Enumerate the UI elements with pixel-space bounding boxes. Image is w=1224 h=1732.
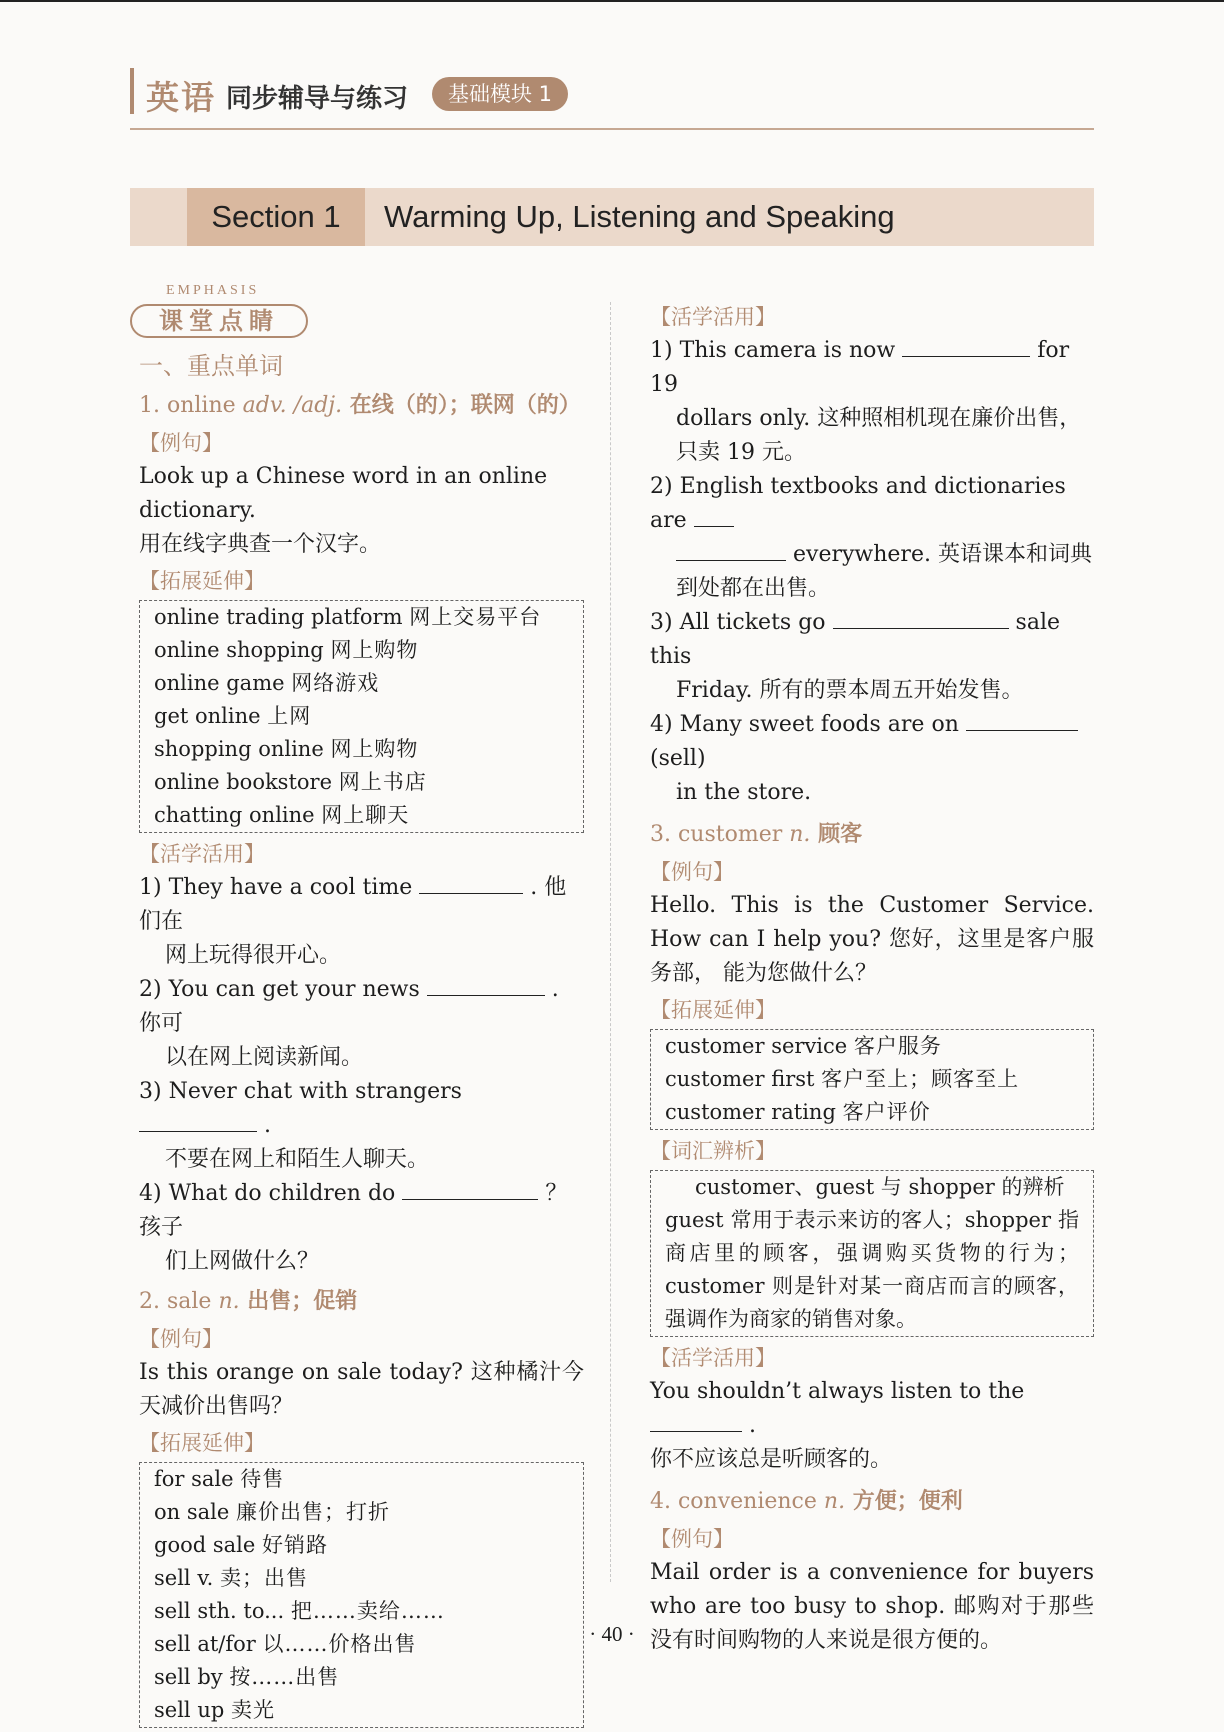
list-item: online shopping 网上购物 [154, 638, 419, 662]
tag-example: 【例句】 [650, 860, 734, 884]
word-meaning: 在线（的）；联网（的） [342, 392, 581, 418]
list-item: customer rating 客户评价 [665, 1100, 931, 1124]
list-item: on sale 廉价出售；打折 [154, 1500, 390, 1524]
example-text: Is this orange on sale today? 这种橘汁今天减价出售吗？ [139, 1360, 584, 1419]
top-border [0, 0, 1224, 2]
example-en: Look up a Chinese word in an online dictionary. [139, 464, 548, 523]
answer-blank[interactable] [902, 336, 1030, 357]
exercise-item: 1) They have a cool time . 他们在 网上玩得很开心。 [139, 875, 567, 968]
word-online [139, 387, 584, 424]
list-item: sell by 按……出售 [154, 1665, 340, 1689]
answer-blank[interactable] [402, 1179, 538, 1200]
page-header [130, 68, 1094, 130]
word-pos: n. [211, 1289, 240, 1314]
exercise-item: You shouldn’t always listen to the . 你不应该总是听顾客的。 [650, 1379, 1025, 1472]
vocab-note-box [650, 1170, 1094, 1337]
exercise-item: 3) Never chat with strangers . 不要在网上和陌生人聊天。 [139, 1079, 462, 1172]
section-number: Section 1 [187, 188, 365, 246]
header-subject: 英语 [146, 78, 216, 117]
answer-blank[interactable] [694, 506, 734, 527]
answer-blank[interactable] [139, 1111, 257, 1132]
list-item: shopping online 网上购物 [154, 737, 419, 761]
word-headword: 1. online [139, 393, 236, 418]
header-series: 同步辅导与练习 [226, 84, 409, 114]
word-pos: n. [782, 822, 811, 847]
answer-blank[interactable] [833, 608, 1009, 629]
answer-blank[interactable] [966, 710, 1078, 731]
note-body: guest 常用于表示来访的客人；shopper 指商店里的顾客，强调购买货物的行为；customer 则是针对某一商店而言的顾客，强调作为商家的销售对象。 [665, 1208, 1079, 1331]
list-item: online trading platform 网上交易平台 [154, 605, 542, 629]
answer-blank[interactable] [427, 975, 545, 996]
list-item: online game 网络游戏 [154, 671, 380, 695]
example-cn: 用在线字典查一个汉字。 [139, 532, 382, 557]
section-banner [130, 188, 1094, 246]
exercise-item: 4) Many sweet foods are on (sell) in the store. [650, 708, 1094, 810]
page-number: · 40 · [589, 1622, 635, 1646]
tag-note: 【词汇辨析】 [650, 1139, 776, 1163]
word-sale [139, 1283, 584, 1320]
list-item: get online 上网 [154, 704, 312, 728]
column-divider [610, 302, 611, 1582]
word-headword: 2. sale [139, 1289, 212, 1314]
right-column [650, 298, 1094, 1658]
exercise-item: 2) You can get your news . 你可 以在网上阅读新闻。 [139, 977, 559, 1070]
header-rule [130, 128, 1094, 130]
list-item: sell up 卖光 [154, 1698, 275, 1722]
list-item: sell at/for 以……价格出售 [154, 1632, 417, 1656]
list-item: for sale 待售 [154, 1467, 285, 1491]
answer-blank[interactable] [650, 1411, 742, 1432]
exercise-item: 1) This camera is now for 19 dollars only. 这种照相机现在廉价出售， 只卖 19 元。 [650, 338, 1082, 465]
header-accent-bar [130, 68, 134, 114]
extend-box-sale [139, 1462, 584, 1728]
list-item: sell sth. to... 把……卖给…… [154, 1599, 445, 1623]
note-title: customer、guest 与 shopper 的辨析 [695, 1175, 1065, 1199]
category-heading: 一、重点单词 [139, 352, 283, 380]
list-item: online bookstore 网上书店 [154, 770, 427, 794]
section-title: Warming Up, Listening and Speaking [384, 199, 895, 234]
word-convenience [650, 1483, 1094, 1520]
list-item: chatting online 网上聊天 [154, 803, 410, 827]
tag-example: 【例句】 [139, 431, 223, 455]
word-headword: 4. convenience [650, 1489, 817, 1514]
exercise-item: 3) All tickets go sale this Friday. 所有的票本周五开始发售。 [650, 610, 1060, 703]
word-meaning: 出售；促销 [239, 1288, 358, 1314]
emphasis-pill: 课堂点睛 [130, 304, 308, 338]
tag-extend: 【拓展延伸】 [650, 998, 776, 1022]
word-meaning: 顾客 [810, 821, 863, 847]
tag-practice: 【活学活用】 [650, 305, 776, 329]
list-item: customer first 客户至上；顾客至上 [665, 1067, 1020, 1091]
tag-example: 【例句】 [650, 1527, 734, 1551]
answer-blank[interactable] [676, 540, 786, 561]
word-customer [650, 816, 1094, 853]
example-text: Hello. This is the Customer Service. How can I help you? 您好，这里是客户服务部， 能为您做什么？ [650, 893, 1094, 986]
list-item: customer service 客户服务 [665, 1034, 942, 1058]
extend-box-customer [650, 1029, 1094, 1130]
word-meaning: 方便；便利 [845, 1488, 963, 1514]
left-column [139, 346, 584, 1732]
header-module-badge: 基础模块 1 [432, 77, 568, 111]
list-item: good sale 好销路 [154, 1533, 328, 1557]
list-item: sell v. 卖；出售 [154, 1566, 309, 1590]
word-pos: adv. /adj. [235, 393, 343, 418]
word-pos: n. [816, 1489, 846, 1514]
tag-practice: 【活学活用】 [650, 1346, 776, 1370]
tag-practice: 【活学活用】 [139, 842, 265, 866]
answer-blank[interactable] [419, 873, 523, 894]
exercise-item: 2) English textbooks and dictionaries are everywhere. 英语课本和词典 到处都在出售。 [650, 474, 1092, 601]
tag-example: 【例句】 [139, 1327, 223, 1351]
exercise-item: 4) What do children do ？孩子 们上网做什么？ [139, 1181, 568, 1274]
emphasis-label: EMPHASIS [166, 283, 260, 298]
tag-extend: 【拓展延伸】 [139, 569, 265, 593]
example-text: Mail order is a convenience for buyers who are too busy to shop. 邮购对于那些没有时间购物的人来说是很方便的。 [650, 1560, 1094, 1653]
word-headword: 3. customer [650, 822, 783, 847]
tag-extend: 【拓展延伸】 [139, 1431, 265, 1455]
extend-box-online [139, 600, 584, 833]
